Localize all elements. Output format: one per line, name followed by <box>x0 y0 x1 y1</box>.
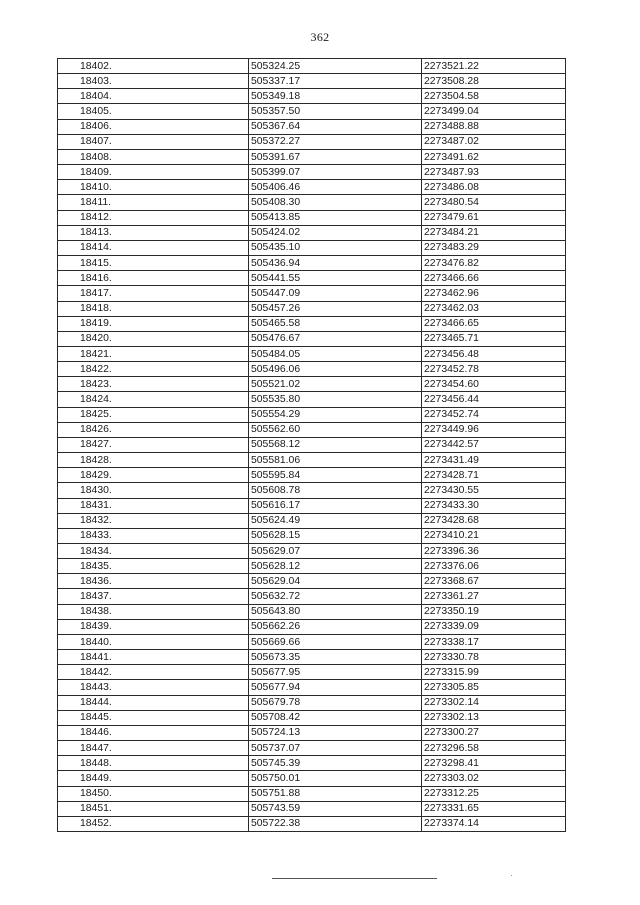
table-row <box>58 528 566 543</box>
y-coordinate-cell: 2273428.71 <box>422 468 566 483</box>
table-row <box>58 604 566 619</box>
y-coordinate-cell: 2273487.93 <box>422 165 566 180</box>
point-number-cell: 18448. <box>58 756 249 771</box>
x-coordinate-cell: 505435.10 <box>249 240 422 255</box>
y-coordinate-cell: 2273508.28 <box>422 74 566 89</box>
x-coordinate-cell: 505441.55 <box>249 271 422 286</box>
x-coordinate-cell: 505399.07 <box>249 165 422 180</box>
point-number-cell: 18417. <box>58 286 249 301</box>
table-row <box>58 786 566 801</box>
point-number-cell: 18441. <box>58 650 249 665</box>
y-coordinate-cell: 2273350.19 <box>422 604 566 619</box>
y-coordinate-cell: 2273303.02 <box>422 771 566 786</box>
x-coordinate-cell: 505554.29 <box>249 407 422 422</box>
point-number-cell: 18434. <box>58 544 249 559</box>
y-coordinate-cell: 2273480.54 <box>422 195 566 210</box>
point-number-cell: 18415. <box>58 256 249 271</box>
table-row <box>58 634 566 649</box>
y-coordinate-cell: 2273488.88 <box>422 119 566 134</box>
y-coordinate-cell: 2273396.36 <box>422 544 566 559</box>
x-coordinate-cell: 505673.35 <box>249 650 422 665</box>
table-row <box>58 149 566 164</box>
point-number-cell: 18418. <box>58 301 249 316</box>
x-coordinate-cell: 505628.12 <box>249 559 422 574</box>
x-coordinate-cell: 505595.84 <box>249 468 422 483</box>
point-number-cell: 18443. <box>58 680 249 695</box>
coordinates-table-body <box>58 59 566 832</box>
table-row <box>58 240 566 255</box>
y-coordinate-cell: 2273331.65 <box>422 801 566 816</box>
point-number-cell: 18428. <box>58 453 249 468</box>
table-row <box>58 513 566 528</box>
y-coordinate-cell: 2273449.96 <box>422 422 566 437</box>
point-number-cell: 18413. <box>58 225 249 240</box>
table-row <box>58 407 566 422</box>
x-coordinate-cell: 505562.60 <box>249 422 422 437</box>
x-coordinate-cell: 505484.05 <box>249 346 422 361</box>
table-row <box>58 422 566 437</box>
y-coordinate-cell: 2273484.21 <box>422 225 566 240</box>
point-number-cell: 18433. <box>58 528 249 543</box>
table-row <box>58 559 566 574</box>
y-coordinate-cell: 2273430.55 <box>422 483 566 498</box>
table-row <box>58 665 566 680</box>
point-number-cell: 18435. <box>58 559 249 574</box>
table-row <box>58 437 566 452</box>
table-row <box>58 256 566 271</box>
table-row <box>58 271 566 286</box>
point-number-cell: 18402. <box>58 59 249 74</box>
y-coordinate-cell: 2273339.09 <box>422 619 566 634</box>
point-number-cell: 18411. <box>58 195 249 210</box>
y-coordinate-cell: 2273521.22 <box>422 59 566 74</box>
point-number-cell: 18439. <box>58 619 249 634</box>
point-number-cell: 18451. <box>58 801 249 816</box>
x-coordinate-cell: 505624.49 <box>249 513 422 528</box>
table-row <box>58 74 566 89</box>
point-number-cell: 18420. <box>58 331 249 346</box>
x-coordinate-cell: 505357.50 <box>249 104 422 119</box>
point-number-cell: 18432. <box>58 513 249 528</box>
scan-speck <box>511 875 512 876</box>
page-number: 362 <box>310 30 330 44</box>
point-number-cell: 18449. <box>58 771 249 786</box>
point-number-cell: 18440. <box>58 634 249 649</box>
point-number-cell: 18429. <box>58 468 249 483</box>
point-number-cell: 18408. <box>58 149 249 164</box>
x-coordinate-cell: 505643.80 <box>249 604 422 619</box>
x-coordinate-cell: 505745.39 <box>249 756 422 771</box>
table-row <box>58 331 566 346</box>
x-coordinate-cell: 505629.07 <box>249 544 422 559</box>
y-coordinate-cell: 2273456.48 <box>422 346 566 361</box>
point-number-cell: 18436. <box>58 574 249 589</box>
x-coordinate-cell: 505708.42 <box>249 710 422 725</box>
point-number-cell: 18437. <box>58 589 249 604</box>
table-row <box>58 301 566 316</box>
y-coordinate-cell: 2273376.06 <box>422 559 566 574</box>
y-coordinate-cell: 2273312.25 <box>422 786 566 801</box>
point-number-cell: 18444. <box>58 695 249 710</box>
point-number-cell: 18430. <box>58 483 249 498</box>
x-coordinate-cell: 505743.59 <box>249 801 422 816</box>
point-number-cell: 18447. <box>58 741 249 756</box>
table-row <box>58 680 566 695</box>
y-coordinate-cell: 2273487.02 <box>422 134 566 149</box>
table-row <box>58 89 566 104</box>
point-number-cell: 18424. <box>58 392 249 407</box>
y-coordinate-cell: 2273442.57 <box>422 437 566 452</box>
point-number-cell: 18421. <box>58 346 249 361</box>
y-coordinate-cell: 2273368.67 <box>422 574 566 589</box>
y-coordinate-cell: 2273462.03 <box>422 301 566 316</box>
point-number-cell: 18423. <box>58 377 249 392</box>
point-number-cell: 18419. <box>58 316 249 331</box>
table-row <box>58 346 566 361</box>
point-number-cell: 18404. <box>58 89 249 104</box>
table-row <box>58 225 566 240</box>
point-number-cell: 18450. <box>58 786 249 801</box>
y-coordinate-cell: 2273483.29 <box>422 240 566 255</box>
x-coordinate-cell: 505367.64 <box>249 119 422 134</box>
table-row <box>58 377 566 392</box>
y-coordinate-cell: 2273462.96 <box>422 286 566 301</box>
x-coordinate-cell: 505628.15 <box>249 528 422 543</box>
x-coordinate-cell: 505406.46 <box>249 180 422 195</box>
x-coordinate-cell: 505521.02 <box>249 377 422 392</box>
point-number-cell: 18427. <box>58 437 249 452</box>
point-number-cell: 18425. <box>58 407 249 422</box>
y-coordinate-cell: 2273465.71 <box>422 331 566 346</box>
y-coordinate-cell: 2273452.78 <box>422 362 566 377</box>
x-coordinate-cell: 505476.67 <box>249 331 422 346</box>
x-coordinate-cell: 505413.85 <box>249 210 422 225</box>
x-coordinate-cell: 505349.18 <box>249 89 422 104</box>
point-number-cell: 18405. <box>58 104 249 119</box>
point-number-cell: 18422. <box>58 362 249 377</box>
y-coordinate-cell: 2273315.99 <box>422 665 566 680</box>
x-coordinate-cell: 505391.67 <box>249 149 422 164</box>
point-number-cell: 18403. <box>58 74 249 89</box>
x-coordinate-cell: 505679.78 <box>249 695 422 710</box>
table-row <box>58 286 566 301</box>
x-coordinate-cell: 505751.88 <box>249 786 422 801</box>
footer-rule <box>272 878 437 879</box>
x-coordinate-cell: 505568.12 <box>249 437 422 452</box>
x-coordinate-cell: 505669.66 <box>249 634 422 649</box>
x-coordinate-cell: 505372.27 <box>249 134 422 149</box>
x-coordinate-cell: 505632.72 <box>249 589 422 604</box>
table-row <box>58 544 566 559</box>
x-coordinate-cell: 505629.04 <box>249 574 422 589</box>
y-coordinate-cell: 2273431.49 <box>422 453 566 468</box>
table-row <box>58 119 566 134</box>
y-coordinate-cell: 2273298.41 <box>422 756 566 771</box>
y-coordinate-cell: 2273454.60 <box>422 377 566 392</box>
x-coordinate-cell: 505724.13 <box>249 725 422 740</box>
y-coordinate-cell: 2273374.14 <box>422 816 566 831</box>
table-row <box>58 134 566 149</box>
y-coordinate-cell: 2273466.66 <box>422 271 566 286</box>
point-number-cell: 18412. <box>58 210 249 225</box>
table-row <box>58 195 566 210</box>
table-row <box>58 574 566 589</box>
table-row <box>58 801 566 816</box>
y-coordinate-cell: 2273305.85 <box>422 680 566 695</box>
x-coordinate-cell: 505324.25 <box>249 59 422 74</box>
y-coordinate-cell: 2273302.13 <box>422 710 566 725</box>
point-number-cell: 18410. <box>58 180 249 195</box>
y-coordinate-cell: 2273456.44 <box>422 392 566 407</box>
point-number-cell: 18431. <box>58 498 249 513</box>
x-coordinate-cell: 505457.26 <box>249 301 422 316</box>
x-coordinate-cell: 505535.80 <box>249 392 422 407</box>
table-row <box>58 619 566 634</box>
table-row <box>58 59 566 74</box>
y-coordinate-cell: 2273433.30 <box>422 498 566 513</box>
table-row <box>58 210 566 225</box>
point-number-cell: 18446. <box>58 725 249 740</box>
point-number-cell: 18452. <box>58 816 249 831</box>
y-coordinate-cell: 2273410.21 <box>422 528 566 543</box>
table-row <box>58 392 566 407</box>
table-row <box>58 695 566 710</box>
x-coordinate-cell: 505436.94 <box>249 256 422 271</box>
point-number-cell: 18445. <box>58 710 249 725</box>
y-coordinate-cell: 2273428.68 <box>422 513 566 528</box>
y-coordinate-cell: 2273452.74 <box>422 407 566 422</box>
x-coordinate-cell: 505750.01 <box>249 771 422 786</box>
table-row <box>58 468 566 483</box>
y-coordinate-cell: 2273361.27 <box>422 589 566 604</box>
x-coordinate-cell: 505616.17 <box>249 498 422 513</box>
y-coordinate-cell: 2273479.61 <box>422 210 566 225</box>
x-coordinate-cell: 505737.07 <box>249 741 422 756</box>
point-number-cell: 18442. <box>58 665 249 680</box>
y-coordinate-cell: 2273466.65 <box>422 316 566 331</box>
y-coordinate-cell: 2273300.27 <box>422 725 566 740</box>
y-coordinate-cell: 2273302.14 <box>422 695 566 710</box>
x-coordinate-cell: 505662.26 <box>249 619 422 634</box>
y-coordinate-cell: 2273504.58 <box>422 89 566 104</box>
point-number-cell: 18407. <box>58 134 249 149</box>
y-coordinate-cell: 2273499.04 <box>422 104 566 119</box>
y-coordinate-cell: 2273330.78 <box>422 650 566 665</box>
x-coordinate-cell: 505608.78 <box>249 483 422 498</box>
table-row <box>58 104 566 119</box>
table-row <box>58 650 566 665</box>
point-number-cell: 18438. <box>58 604 249 619</box>
point-number-cell: 18409. <box>58 165 249 180</box>
table-row <box>58 362 566 377</box>
x-coordinate-cell: 505408.30 <box>249 195 422 210</box>
x-coordinate-cell: 505465.58 <box>249 316 422 331</box>
coordinates-table <box>57 58 566 832</box>
point-number-cell: 18426. <box>58 422 249 437</box>
table-row <box>58 589 566 604</box>
x-coordinate-cell: 505447.09 <box>249 286 422 301</box>
table-row <box>58 816 566 831</box>
table-row <box>58 771 566 786</box>
x-coordinate-cell: 505496.06 <box>249 362 422 377</box>
y-coordinate-cell: 2273491.62 <box>422 149 566 164</box>
table-row <box>58 453 566 468</box>
x-coordinate-cell: 505677.95 <box>249 665 422 680</box>
table-row <box>58 710 566 725</box>
point-number-cell: 18406. <box>58 119 249 134</box>
point-number-cell: 18416. <box>58 271 249 286</box>
table-row <box>58 741 566 756</box>
table-row <box>58 165 566 180</box>
x-coordinate-cell: 505677.94 <box>249 680 422 695</box>
point-number-cell: 18414. <box>58 240 249 255</box>
y-coordinate-cell: 2273296.58 <box>422 741 566 756</box>
table-row <box>58 316 566 331</box>
y-coordinate-cell: 2273476.82 <box>422 256 566 271</box>
y-coordinate-cell: 2273338.17 <box>422 634 566 649</box>
y-coordinate-cell: 2273486.08 <box>422 180 566 195</box>
table-row <box>58 180 566 195</box>
x-coordinate-cell: 505337.17 <box>249 74 422 89</box>
x-coordinate-cell: 505722.38 <box>249 816 422 831</box>
table-row <box>58 756 566 771</box>
table-row <box>58 725 566 740</box>
x-coordinate-cell: 505424.02 <box>249 225 422 240</box>
table-row <box>58 498 566 513</box>
table-row <box>58 483 566 498</box>
x-coordinate-cell: 505581.06 <box>249 453 422 468</box>
